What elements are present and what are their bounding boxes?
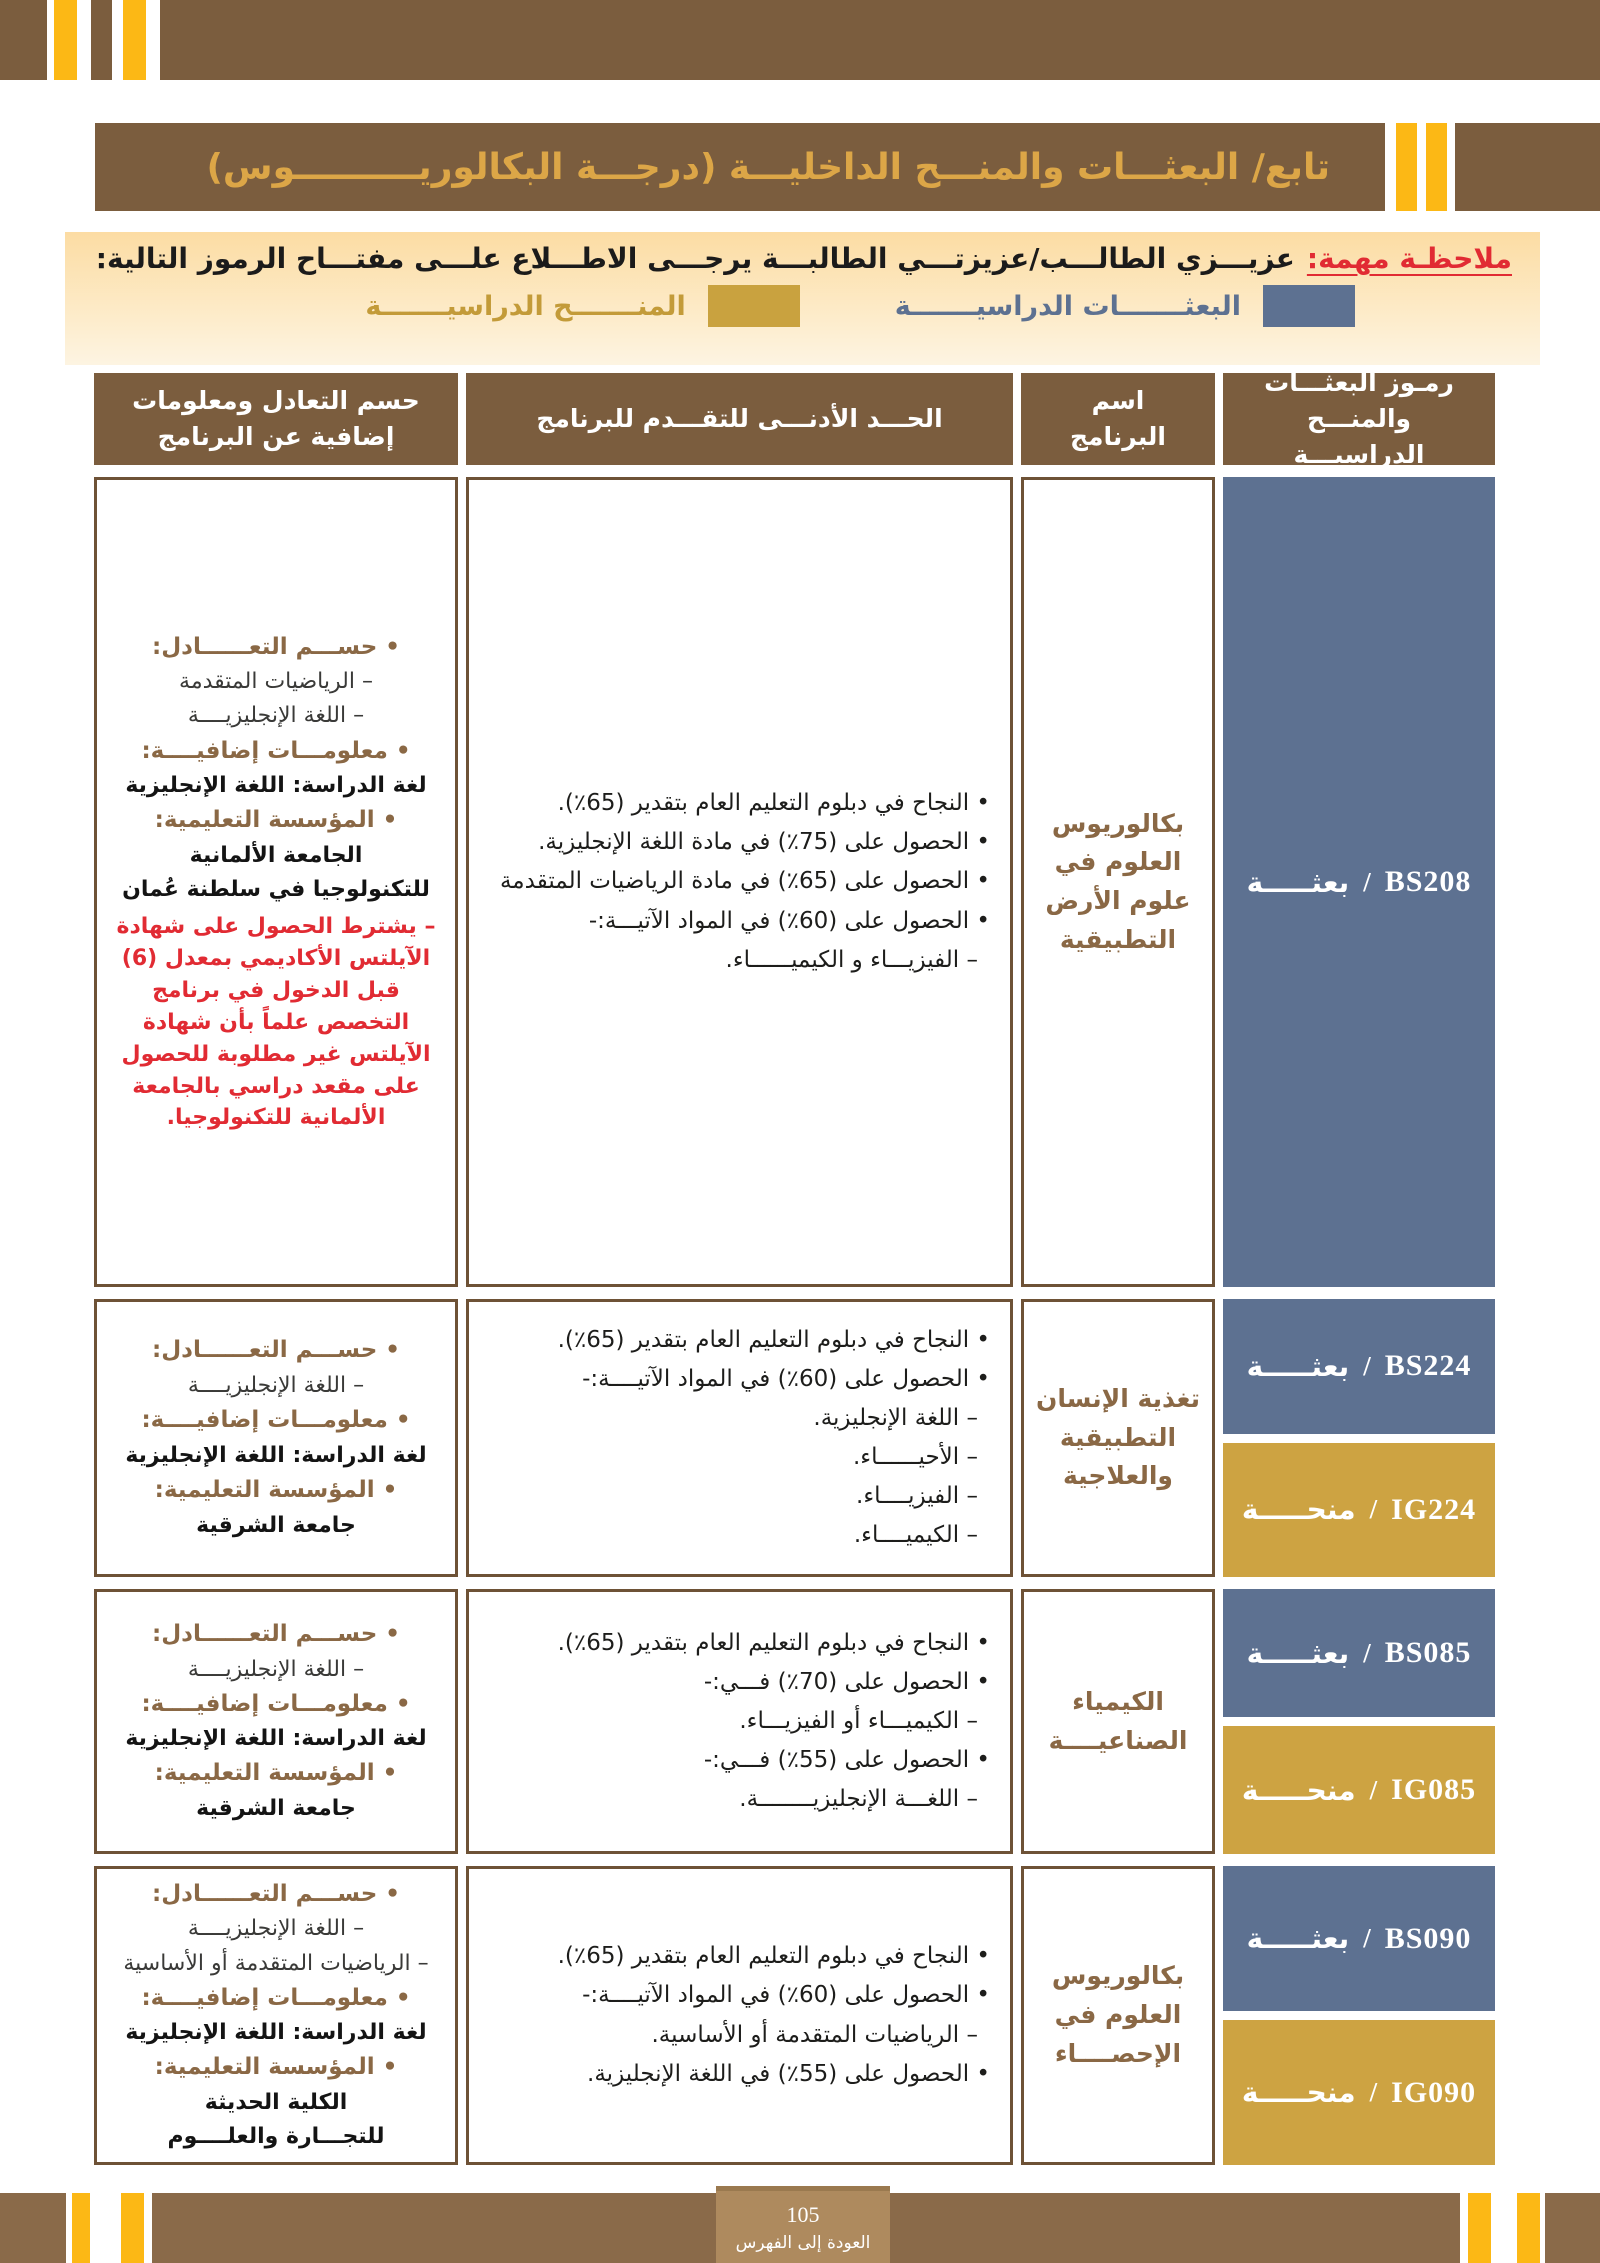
code-separator: / <box>1363 866 1371 897</box>
code-separator: / <box>1363 1350 1371 1381</box>
page-title-bar <box>95 123 1385 211</box>
info-line: • حســـم التعــــــادل: <box>152 1880 400 1907</box>
info-line: الجامعة الألمانية <box>189 842 363 868</box>
gold-stripe <box>72 2193 90 2263</box>
gold-stripe <box>1517 2193 1540 2263</box>
requirement-subline: – اللغة الإنجليزية. <box>813 1404 978 1431</box>
info-line: • معلومـــات إضافيــــة: <box>141 1407 411 1434</box>
info-line: • المؤسسة التعليمية: <box>154 1760 398 1787</box>
program-name-cell: بكالوريوس العلوم في علوم الأرض التطبيقية <box>1021 477 1215 1287</box>
info-line: • المؤسسة التعليمية: <box>154 1476 398 1503</box>
scholarship-code-badge <box>1223 1299 1495 1434</box>
requirement-subline: – الرياضيات المتقدمة أو الأساسية. <box>651 2021 978 2048</box>
requirement-subline: – الفيزيـــاء و الكيميــــــاء. <box>725 946 978 973</box>
white-gap <box>146 0 160 80</box>
program-name-cell: الكيمياء الصناعيــــة <box>1021 1589 1215 1854</box>
gold-stripe <box>1468 2193 1491 2263</box>
code-id: BS208 <box>1384 865 1472 898</box>
grant-color-swatch <box>708 285 800 327</box>
info-line: – اللغة الإنجليزيــــة <box>187 1373 365 1399</box>
info-line: – الرياضيات المتقدمة أو الأساسية <box>123 1950 429 1976</box>
brown-segment <box>0 0 47 80</box>
info-line: – اللغة الإنجليزيــــة <box>187 1656 365 1682</box>
code-id: BS085 <box>1384 1636 1472 1669</box>
gold-stripe <box>1396 123 1417 211</box>
requirement-line: • الحصول على (60٪) في المواد الآتيــــة:- <box>582 1982 990 2009</box>
requirement-line: • النجاح في دبلوم التعليم العام بتقدير (65٪). <box>557 1943 990 1970</box>
note-line <box>65 232 1540 275</box>
code-separator: / <box>1363 1923 1371 1953</box>
requirement-line: • الحصول على (60٪) في المواد الآتيــــة:- <box>582 1365 990 1392</box>
white-gap <box>112 0 123 80</box>
back-to-index-link[interactable]: العودة إلى الفهرس <box>735 2232 871 2253</box>
code-separator: / <box>1369 2077 1378 2107</box>
requirement-line: • النجاح في دبلوم التعليم العام بتقدير (65٪). <box>557 1326 990 1353</box>
brown-segment <box>1455 123 1600 211</box>
code-id: BS224 <box>1384 1349 1472 1383</box>
note-text: عزيـــزي الطالـــب/عزيزتـــي الطالبـــة يرجـــى الاطـــلاع علـــى مفتـــاح الرموز التالية: <box>95 242 1295 275</box>
requirement-line: • الحصول على (75٪) في مادة اللغة الإنجليزية. <box>538 829 990 856</box>
requirement-subline: – الكيميـــاء أو الفيزيـــاء. <box>739 1707 978 1734</box>
info-line: الكلية الحديثة <box>204 2090 348 2116</box>
white-gap <box>1385 123 1396 211</box>
grant-code-badge <box>1223 1726 1495 1854</box>
requirement-line: • الحصول على (55٪) فـــي:- <box>703 1747 990 1774</box>
scholarship-code-badge <box>1223 477 1495 1287</box>
info-line: لغة الدراسة: اللغة الإنجليزية <box>125 773 427 799</box>
program-name-cell: تغذية الإنسان التطبيقية والعلاجية <box>1021 1299 1215 1577</box>
info-note-red: – يشترط الحصول على شهادة الآيلتس الأكاديمي بمعدل (6) قبل الدخول في برنامج التخصص علماً بأن شهادة الآيلتس غير مطلوبة للحصول على مقعد دراسي بالجامعة الألمانية للتكنولوجيا. <box>116 914 436 1131</box>
white-gap <box>1447 123 1455 211</box>
info-line: • المؤسسة التعليمية: <box>154 807 398 834</box>
requirements-cell <box>466 1299 1013 1577</box>
page-title: تابع/ البعثـــات والمنـــح الداخليـــة (درجـــة البكالوريــــــــــوس) <box>206 146 1330 188</box>
info-line: – الرياضيات المتقدمة <box>179 669 373 695</box>
top-decorative-bar <box>0 0 1600 80</box>
brown-segment <box>91 0 112 80</box>
info-line: • معلومـــات إضافيــــة: <box>141 1984 411 2011</box>
code-id: IG090 <box>1391 2075 1477 2109</box>
codes-cell <box>1223 1299 1495 1577</box>
white-gap <box>1417 123 1426 211</box>
grant-code-badge <box>1223 2020 1495 2165</box>
legend-item-grant <box>365 285 799 327</box>
codes-cell <box>1223 1866 1495 2165</box>
code-type-label: منحـــــة <box>1241 2076 1356 2109</box>
requirement-subline: – اللغـــة الإنجليزيــــــــة. <box>739 1786 978 1813</box>
info-line: جامعة الشرقية <box>196 1512 356 1538</box>
info-line: • حســـم التعــــــادل: <box>152 1620 400 1647</box>
page-number: 105 <box>786 2201 820 2227</box>
info-line: • معلومـــات إضافيــــة: <box>141 1690 411 1717</box>
info-cell <box>94 1299 458 1577</box>
code-type-label: بعثـــــة <box>1246 1922 1350 1955</box>
codes-cell <box>1223 477 1495 1287</box>
requirement-line: • النجاح في دبلوم التعليم العام بتقدير (65٪). <box>557 790 990 817</box>
info-cell <box>94 1866 458 2165</box>
info-line: لغة الدراسة: اللغة الإنجليزية <box>125 2020 427 2046</box>
requirement-subline: – الكيميــــاء. <box>853 1522 978 1549</box>
code-type-label: بعثـــــة <box>1246 1349 1350 1383</box>
code-id: BS090 <box>1384 1921 1472 1955</box>
gold-stripe <box>54 0 77 80</box>
info-line: لغة الدراسة: اللغة الإنجليزية <box>125 1442 427 1468</box>
codes-legend <box>65 285 1540 327</box>
code-id: IG224 <box>1391 1492 1477 1526</box>
info-line: للتجـــارة والعلــــوم <box>167 2124 385 2150</box>
info-cell <box>94 1589 458 1854</box>
grant-code-badge <box>1223 1443 1495 1578</box>
requirement-line: • الحصول على (70٪) فـــي:- <box>703 1668 990 1695</box>
title-bar-row <box>0 123 1600 211</box>
scholarship-code-badge <box>1223 1589 1495 1717</box>
info-line: • حســـم التعــــــادل: <box>152 633 400 660</box>
code-type-label: بعثـــــة <box>1246 865 1350 899</box>
codes-cell <box>1223 1589 1495 1854</box>
requirement-line: • النجاح في دبلوم التعليم العام بتقدير (65٪). <box>557 1629 990 1656</box>
gold-stripe <box>1426 123 1447 211</box>
program-name-cell: بكالوريوس العلوم في الإحصــــاء <box>1021 1866 1215 2165</box>
column-header-requirements: الحـــد الأدنـــى للتقـــدم للبرنامج <box>466 373 1013 465</box>
info-line: • معلومـــات إضافيــــة: <box>141 737 411 764</box>
white-gap <box>77 0 91 80</box>
info-line: • حســـم التعــــــادل: <box>152 1337 400 1364</box>
info-cell <box>94 477 458 1287</box>
requirement-subline: – الأحيــــــاء. <box>852 1444 978 1470</box>
info-line: لغة الدراسة: اللغة الإنجليزية <box>125 1726 427 1752</box>
code-type-label: منحـــــة <box>1241 1493 1356 1527</box>
requirement-line: • الحصول على (65٪) في مادة الرياضيات المتقدمة <box>499 868 990 895</box>
scholarship-color-swatch <box>1263 285 1355 327</box>
requirements-cell <box>466 1866 1013 2165</box>
requirement-line: • الحصول على (55٪) في اللغة الإنجليزية. <box>587 2060 990 2087</box>
info-line: – اللغة الإنجليزيــــة <box>187 1916 365 1942</box>
scholarships-table <box>94 367 1495 2165</box>
column-header-program: اسم البرنامج <box>1021 373 1215 465</box>
gold-stripe <box>121 2193 144 2263</box>
code-id: IG085 <box>1391 1773 1477 1806</box>
note-label: ملاحظـة مهمة: <box>1306 242 1512 275</box>
requirements-cell <box>466 1589 1013 1854</box>
page-number-tab <box>716 2186 890 2263</box>
requirement-line: • الحصول على (60٪) في المواد الآتيـــة:- <box>588 907 990 934</box>
code-separator: / <box>1369 1494 1378 1525</box>
requirements-cell <box>466 477 1013 1287</box>
white-gap <box>0 123 95 211</box>
code-type-label: بعثـــــة <box>1246 1636 1350 1670</box>
info-line: – اللغة الإنجليزيــــة <box>187 703 365 729</box>
white-gap <box>47 0 54 80</box>
info-line: • المؤسسة التعليمية: <box>154 2054 398 2081</box>
legend-item-scholarship <box>895 285 1355 327</box>
column-header-info: حسم التعادل ومعلومات إضافية عن البرنامج <box>94 373 458 465</box>
brown-segment <box>160 0 1600 80</box>
info-line: جامعة الشرقية <box>196 1796 356 1821</box>
requirement-subline: – الفيزيــــاء. <box>856 1483 978 1510</box>
grant-legend-label: المنـــــــح الدراسيـــــــة <box>365 290 686 322</box>
code-separator: / <box>1363 1637 1371 1668</box>
scholarship-code-badge <box>1223 1866 1495 2011</box>
note-box <box>65 232 1540 365</box>
code-separator: / <box>1369 1774 1378 1805</box>
info-line: للتكنولوجيا في سلطنة عُمان <box>122 876 430 902</box>
gold-stripe <box>123 0 146 80</box>
code-type-label: منحـــــة <box>1241 1773 1356 1807</box>
scholarship-legend-label: البعثـــــــات الدراسيـــــــة <box>894 290 1241 322</box>
column-header-codes: رمـوز البعثـــات والمنـــح الدراسيـــة <box>1223 373 1495 465</box>
